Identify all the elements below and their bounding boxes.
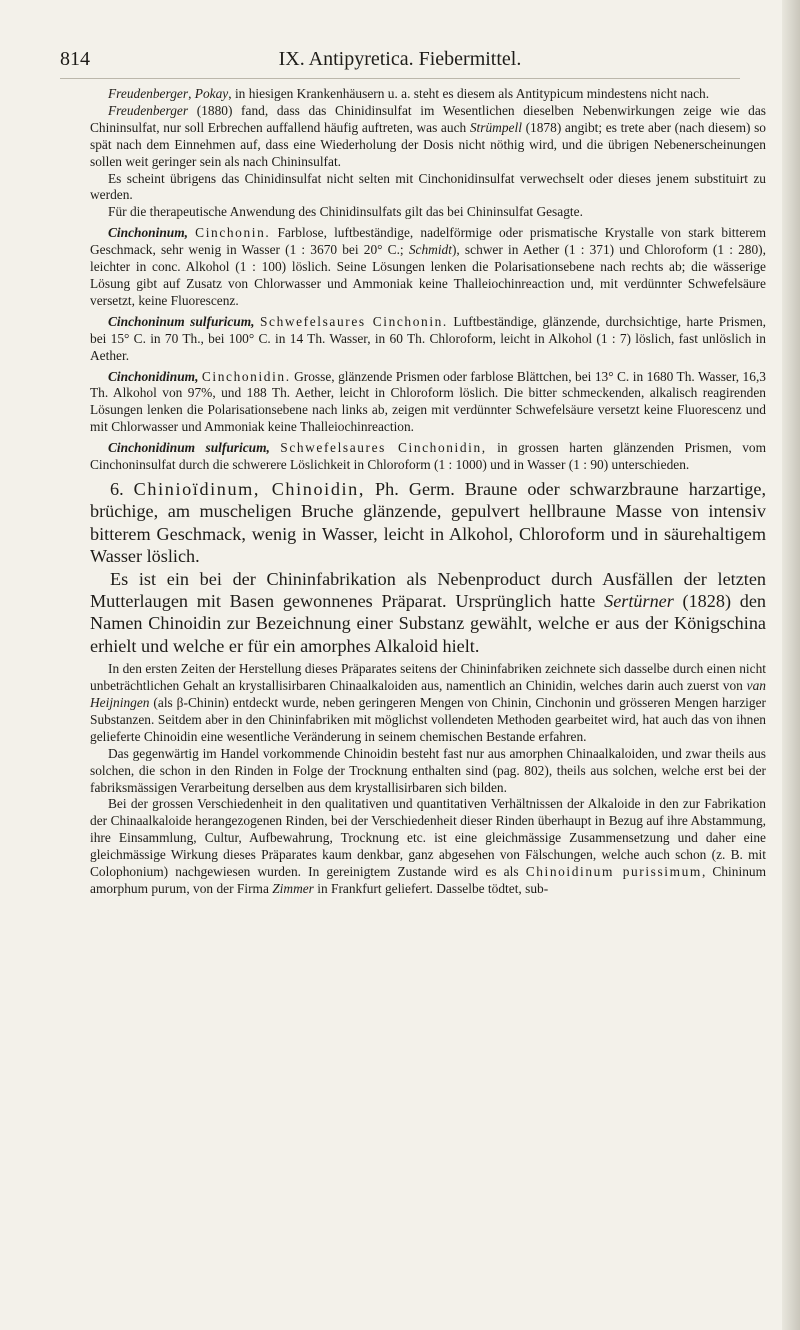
entry-name: Schwefelsaures Cinchonidin, [280, 440, 487, 456]
author-name: Schmidt [408, 242, 452, 258]
author-name: Zimmer [272, 880, 314, 896]
paragraph-4: Für die therapeutische Anwendung des Chinidinsulfats gilt das bei Chininsulfat Gesagte. [108, 204, 583, 220]
entry-name: Schwefelsaures Cinchonin. [259, 313, 448, 329]
entry-cinchonidinum: Cinchonidinum, Cinchonidin. Grosse, glänzende Prismen oder farblose Blättchen, bei 13° C. in 1680 Th. Wasser, 16,3 Th. Alkohol von 97%, und 188 Th. Aether, leicht in Chloroform löslich. Die bitter schmeckenden, alkalisch reagirenden Lösungen lenken die Polarisationsebene nach links ab, zeigen mit verdünnter Schwefelsäure versetzt keine Fluorescenz und mit Chlorwasser und Ammoniak keine Thalleiochinreaction. [90, 368, 766, 435]
page-edge-shadow [782, 0, 800, 1330]
author-name: Freudenberger [108, 86, 189, 101]
entry-cinchoninum: Cinchoninum, Cinchonin. Farblose, luftbeständige, nadelförmige oder prismatische Krystalle von stark bitterem Geschmack, sehr wenig in Wasser (1 : 3670 bei 20° C.; Schmidt), schwer in Aether (1 : 371) und Chloroform (1 : 280), leichter in conc. Alkohol (1 : 100) löslich. Seine Lösungen lenken die Polarisationsebene nach rechts ab; die wässerige Lösung gibt auf Zusatz von Chlorwasser und Ammoniak keine Thalleiochinreaction und, mit verdünnter Schwefelsäure versetzt, keine Fluorescenz. [90, 225, 766, 308]
chapter-title: IX. Antipyretica. Fiebermittel. [278, 48, 522, 70]
paragraph-chinoidin-origin: Es ist ein bei der Chininfabrikation als Nebenproduct durch Ausfällen der letzten Mutterlaugen mit Basen gewonnenes Präparat. Ursprünglich hatte Sertürner (1828) den Namen Chinoidin zur Bezeichnung einer Substanz gewählt, welche er aus der Königschina erhielt und welche er für ein amorphes Alkaloid hielt. [90, 568, 767, 656]
author-name: Strümpell [469, 119, 522, 135]
author-name: van Heijningen [90, 678, 766, 710]
entry-name: Chinoidinum purissimum [525, 864, 702, 880]
entry-name: Cinchonin. [195, 225, 271, 241]
entry-heading: Cinchoninum sulfuricum, [108, 313, 255, 329]
entry-cinchonidinum-sulfuricum: Cinchonidinum sulfuricum, Schwefelsaures Cinchonidin, in grossen harten glänzenden Prismen, vom Cinchoninsulfat durch die schwerere Löslichkeit in Chloroform (1 : 1000) und in Wasser (1 : 90) unterschieden. [90, 440, 766, 473]
entry-heading: Cinchonidinum sulfuricum, [108, 440, 270, 456]
paragraph-2: Freudenberger (1880) fand, dass das Chinidinsulfat im Wesentlichen dieselben Nebenwirkungen zeige wie das Chininsulfat, nur soll Erbrechen auffallend häufig auftreten, was auch Strümpell (1878) angibt; es trete aber (nach diesem) so spät nach dem Einnehmen auf, dass eine Wiederholung der Dosis nicht nöthig wird, und die übrigen Nebenerscheinungen sollen weit geringer sein als nach Chininsulfat. [90, 102, 767, 169]
paragraph-11: In den ersten Zeiten der Herstellung dieses Präparates seitens der Chininfabriken zeichnete sich dasselbe durch einen nicht unbeträchtlichen Gehalt an krystallisirbaren Chinaalkaloiden aus, namentlich an Chinidin, welches darin auch zuerst von van Heijningen (als β-Chinin) entdeckt wurde, neben geringeren Mengen von Chinin, Cinchonin und grösseren Mengen harziger Substanzen. Seitdem aber in den Chininfabriken mit möglichst vollendeten Methoden gearbeitet wird, hat auch das von ihnen gelieferte Chinoidin eine wesentliche Veränderung in seinem chemischen Bestande erfahren. [90, 661, 766, 744]
entry-heading: Cinchonidinum, [108, 368, 199, 384]
entry-heading: Cinchoninum, [108, 225, 189, 241]
paragraph-3: Es scheint übrigens das Chinidinsulfat nicht selten mit Cinchonidinsulfat verwechselt oder dieses jenem substituirt zu werden. [90, 170, 766, 203]
entry-name: Chinioïdinum, Chinoidin, [133, 478, 366, 499]
author-name: Pokay [194, 86, 229, 101]
paragraph-12: Das gegenwärtig im Handel vorkommende Chinoidin besteht fast nur aus amorphen Chinaalkaloiden, und zwar theils aus solchen, die schon in den Rinden in Folge der Trocknung enthalten sind (pag. 802), theils aus solchen, welche erst bei der fabriksmässigen Verarbeitung derselben aus dem krystallisirbaren sich bilden. [90, 745, 766, 795]
author-name: Freudenberger [108, 102, 189, 118]
entry-name: Cinchonidin. [201, 368, 291, 384]
running-header [60, 48, 740, 79]
entry-chinoidinum: 6. Chinioïdinum, Chinoidin, Ph. Germ. Braune oder schwarzbraune harzartige, brüchige, am muscheligen Bruche glänzende, gepulvert hellbraune Masse von intensiv bitterem Geschmack, wenig in Wasser, leicht in Alkohol, Chloroform und in säurehaltigem Wasser löslich. [90, 478, 767, 567]
page-number: 814 [60, 48, 90, 70]
entry-cinchoninum-sulfuricum: Cinchoninum sulfuricum, Schwefelsaures Cinchonin. Luftbeständige, glänzende, durchsichtige, harte Prismen, bei 15° C. in 70 Th., bei 100° C. in 14 Th. Wasser, in 60 Th. Chloroform, leicht in Alkohol (1 : 7) löslich, fast unlöslich in Aether. [90, 313, 767, 363]
paragraph-13: Bei der grossen Verschiedenheit in den qualitativen und quantitativen Verhältnissen der Alkaloide in den zur Fabrikation der Chinaalkaloide herangezogenen Rinden, bei der Verschiedenheit dieser Rinden überhaupt in Bezug auf ihre Abstammung, ihre Einsammlung, Cultur, Aufbewahrung, Trocknung etc. ist eine gleichmässige Zusammensetzung und daher eine gleichmässige Wirkung dieses Präparates kaum denkbar, ganz abgesehen von Fälschungen, welche auch schon (z. B. mit Colophonium) nachgewiesen wurden. In gereinigtem Zustande wird es als Chinoidinum purissimum, Chininum amorphum purum, von der Firma Zimmer in Frankfurt geliefert. Dasselbe tödtet, sub- [90, 796, 767, 896]
page-body [90, 86, 766, 898]
author-name: Sertürner [604, 590, 674, 611]
entry-number: 6. [110, 478, 134, 499]
paragraph-1: Freudenberger, Pokay, in hiesigen Krankenhäusern u. a. steht es diesem als Antitypicum mindestens nicht nach. [108, 86, 710, 101]
